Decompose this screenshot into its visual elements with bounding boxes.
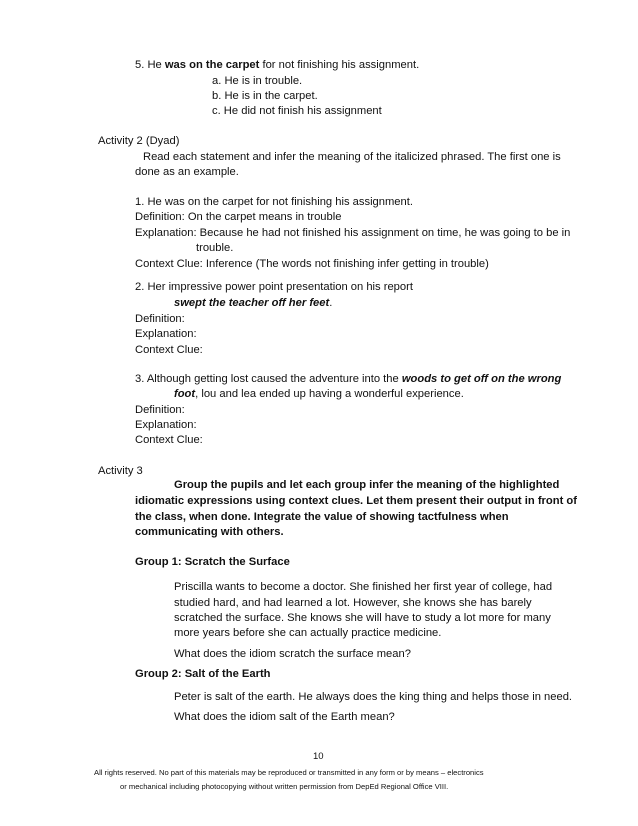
example-definition: Definition: On the carpet means in trouble	[135, 211, 342, 223]
group1-passage-line1: Priscilla wants to become a doctor. She finished her first year of college, had	[174, 581, 553, 593]
item5-suffix: for not finishing his assignment.	[259, 59, 420, 71]
item3-idiom-part2: foot	[174, 388, 196, 400]
item3-sentence-line2	[174, 387, 464, 401]
group1-title: Group 1: Scratch the Surface	[135, 556, 290, 568]
activity2-instruction-line2: done as an example.	[135, 166, 239, 178]
group1-passage-line3: scratched the surface. She knows she will have to study a lot more for many	[174, 612, 551, 624]
item5-option-a: a. He is in trouble.	[212, 75, 303, 87]
item2-context-clue-label: Context Clue:	[135, 344, 203, 356]
activity3-instruction-line2: idiomatic expressions using context clues. Let them present their output in front of	[135, 495, 577, 507]
item5-idiom: was on the carpet	[164, 59, 260, 71]
group1-passage-line2: studied hard, and had learned a lot. However, she knows she has barely	[174, 597, 532, 609]
group1-passage-line4: more years before she can actually practice medicine.	[174, 627, 442, 639]
example-explanation-line1: Explanation: Because he had not finished his assignment on time, he was going to be in	[135, 227, 571, 239]
example-explanation-line2: trouble.	[196, 242, 234, 254]
item2-sentence-line1: 2. Her impressive power point presentation on his report	[135, 281, 413, 293]
item5-option-b: b. He is in the carpet.	[212, 90, 318, 102]
item2-explanation-label: Explanation:	[135, 328, 197, 340]
item3-suffix: , lou and lea ended up having a wonderful experience.	[195, 388, 464, 400]
group2-question: What does the idiom salt of the Earth mean?	[174, 711, 395, 723]
item5-prefix: 5. He	[135, 59, 165, 71]
activity3-instruction-line3: the class, when done. Integrate the value of showing tactfulness when	[135, 511, 509, 523]
activity3-title: Activity 3	[98, 465, 143, 477]
item3-prefix: 3. Although getting lost caused the adventure into the	[135, 373, 402, 385]
page-number: 10	[313, 751, 324, 762]
item2-definition-label: Definition:	[135, 313, 185, 325]
item3-sentence-line1	[135, 372, 561, 386]
activity2-instruction-line1: Read each statement and infer the meaning of the italicized phrased. The first one is	[143, 151, 561, 163]
item3-context-clue-label: Context Clue:	[135, 434, 203, 446]
example-context-clue: Context Clue: Inference (The words not finishing infer getting in trouble)	[135, 258, 489, 270]
item3-explanation-label: Explanation:	[135, 419, 197, 431]
activity3-instruction-line4: communicating with others.	[135, 526, 284, 538]
group1-question: What does the idiom scratch the surface mean?	[174, 648, 411, 660]
copyright-line2: or mechanical including photocopying without written permission from DepEd Regional Office VIII.	[120, 782, 449, 791]
activity2-title: Activity 2 (Dyad)	[98, 135, 180, 147]
item2-period: .	[329, 297, 333, 309]
item2-idiom: swept the teacher off her feet	[174, 297, 330, 309]
example-sentence: 1. He was on the carpet for not finishing his assignment.	[135, 196, 413, 208]
activity3-instruction-line1: Group the pupils and let each group infer the meaning of the highlighted	[174, 479, 560, 491]
copyright-line1: All rights reserved. No part of this materials may be reproduced or transmitted in any form or by means – electronics	[94, 768, 484, 777]
group2-passage: Peter is salt of the earth. He always does the king thing and helps those in need.	[174, 691, 573, 703]
item2-sentence-line2	[174, 296, 332, 310]
group2-title: Group 2: Salt of the Earth	[135, 668, 271, 680]
item5-sentence	[135, 58, 419, 72]
item3-idiom-part1: woods to get off on the wrong	[401, 373, 562, 385]
item3-definition-label: Definition:	[135, 404, 185, 416]
item5-option-c: c. He did not finish his assignment	[212, 105, 382, 117]
